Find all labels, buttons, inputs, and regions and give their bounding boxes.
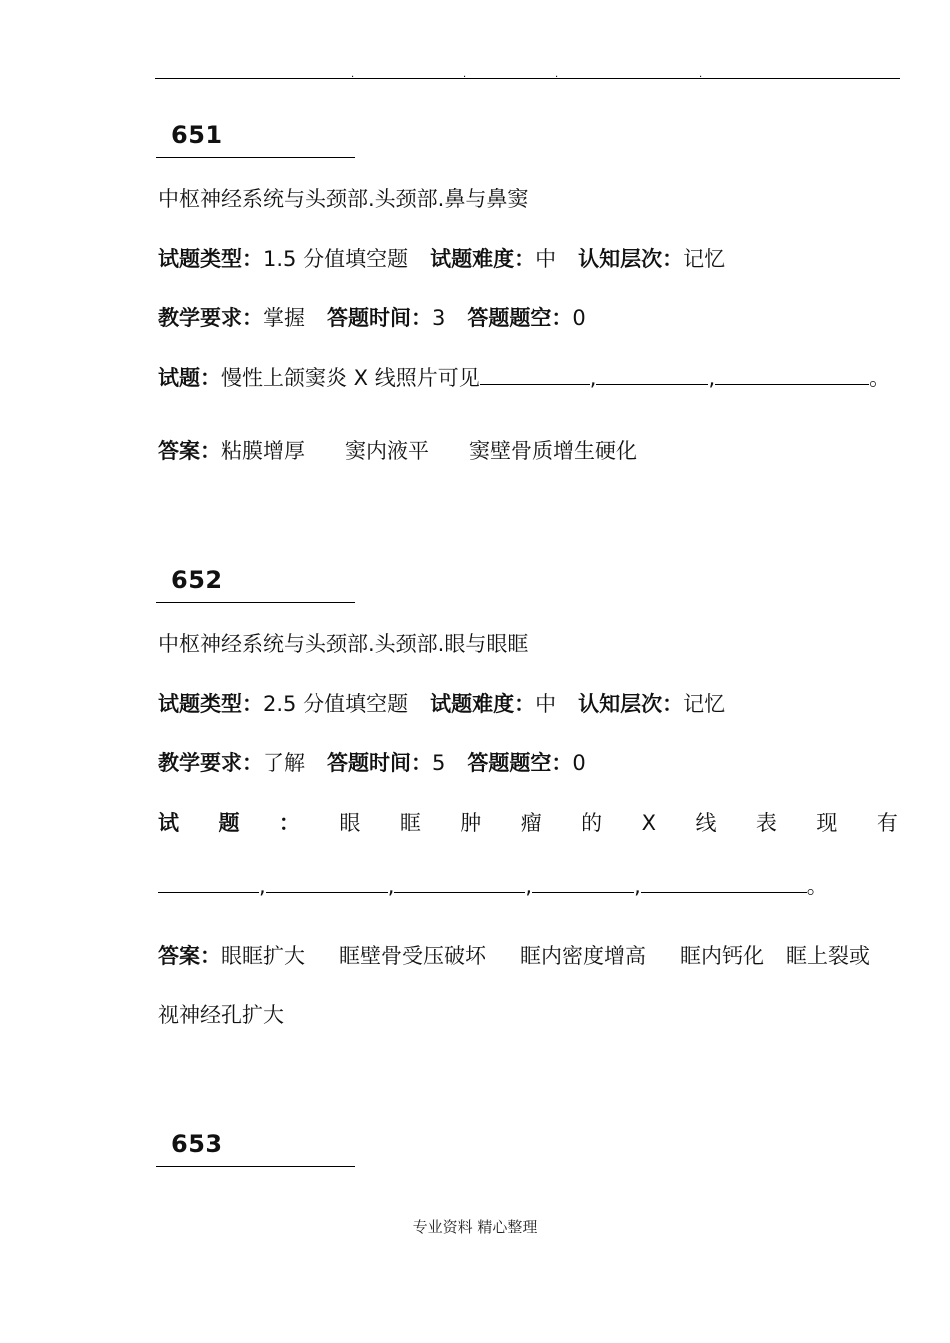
question-end: 。 <box>869 366 891 390</box>
answer-item: 窦壁骨质增生硬化 <box>469 439 637 463</box>
question-char: 的 <box>581 811 603 835</box>
header-dot: . <box>699 69 703 80</box>
type-label: 试题类型： <box>158 247 263 271</box>
question-number: 651 <box>171 121 223 149</box>
header-rule <box>155 78 900 79</box>
question-number-rule <box>156 602 355 603</box>
type-value: 2.5 分值填空题 <box>263 692 409 716</box>
answer-item: 眶上裂或 <box>786 944 870 968</box>
question-number-rule <box>156 157 355 158</box>
time-label: 答题时间： <box>327 306 432 330</box>
cognitive-value: 记忆 <box>683 247 726 271</box>
answer-blank <box>641 874 807 893</box>
question-category: 中枢神经系统与头颈部.头颈部.眼与眼眶 <box>158 632 529 656</box>
cognitive-label: 认知层次： <box>578 692 684 716</box>
difficulty-value: 中 <box>535 692 557 716</box>
answer-item: 眼眶扩大 <box>221 944 305 968</box>
answer-item: 眶内密度增高 <box>520 944 646 968</box>
teaching-value: 了解 <box>263 751 305 775</box>
question-label-char: ： <box>278 811 300 835</box>
question-label: 试题： <box>158 366 221 390</box>
difficulty-label: 试题难度： <box>430 247 536 271</box>
answer-blank <box>596 366 708 385</box>
question-char: 眶 <box>399 811 421 835</box>
meta-row-1 <box>158 691 725 717</box>
meta-row-2 <box>158 305 586 331</box>
blanks-label: 答题题空： <box>467 306 573 330</box>
question-char: 表 <box>755 811 777 835</box>
question-text-row: 试题：慢性上颌窦炎 X 线照片可见 , , 。 <box>158 366 891 390</box>
question-label-char: 题 <box>218 811 240 835</box>
difficulty-label: 试题难度： <box>430 692 536 716</box>
question-text: 慢性上颌窦炎 X 线照片可见 <box>221 366 480 390</box>
answer-label: 答案： <box>158 439 221 463</box>
answer-item: 眶内钙化 <box>680 944 764 968</box>
answer-continuation: 视神经孔扩大 <box>158 1003 284 1027</box>
question-category: 中枢神经系统与头颈部.头颈部.鼻与鼻窦 <box>158 187 529 211</box>
header-dot: . <box>463 69 467 80</box>
blanks-value: 0 <box>572 751 586 775</box>
question-end: 。 <box>806 874 828 898</box>
cognitive-label: 认知层次： <box>578 247 684 271</box>
question-char: 线 <box>695 811 717 835</box>
blanks-value: 0 <box>572 306 586 330</box>
answer-row <box>158 943 870 969</box>
time-value: 3 <box>432 306 446 330</box>
type-value: 1.5 分值填空题 <box>263 247 409 271</box>
answer-blank <box>266 874 388 893</box>
answer-blanks-row: , , , , 。 <box>158 873 828 899</box>
answer-item: 眶壁骨受压破坏 <box>339 944 486 968</box>
meta-row-2 <box>158 750 586 776</box>
question-char: 眼 <box>339 811 361 835</box>
meta-row-1 <box>158 246 725 272</box>
header-dot: . <box>555 69 559 80</box>
answer-item: 粘膜增厚 <box>221 439 305 463</box>
blanks-label: 答题题空： <box>467 751 573 775</box>
answer-label: 答案： <box>158 944 221 968</box>
question-char: 肿 <box>460 811 482 835</box>
type-label: 试题类型： <box>158 692 263 716</box>
question-number: 653 <box>171 1130 223 1158</box>
question-label-char: 试 <box>158 811 179 835</box>
answer-blank <box>480 366 590 385</box>
question-char: 有 <box>876 811 898 835</box>
answer-item: 窦内液平 <box>345 439 429 463</box>
question-number-rule <box>156 1166 355 1167</box>
question-char: 现 <box>816 811 838 835</box>
time-value: 5 <box>432 751 446 775</box>
difficulty-value: 中 <box>535 247 557 271</box>
teaching-label: 教学要求： <box>158 751 263 775</box>
answer-row <box>158 438 637 464</box>
answer-blank <box>715 366 869 385</box>
question-char: 瘤 <box>520 811 542 835</box>
answer-blank <box>394 874 525 893</box>
time-label: 答题时间： <box>327 751 432 775</box>
question-char: X <box>641 811 657 835</box>
question-text-row <box>158 810 898 836</box>
teaching-label: 教学要求： <box>158 306 263 330</box>
question-number: 652 <box>171 566 223 594</box>
answer-blank <box>158 874 259 893</box>
cognitive-value: 记忆 <box>683 692 726 716</box>
page-footer: 专业资料 精心整理 <box>412 1218 538 1236</box>
teaching-value: 掌握 <box>263 306 305 330</box>
header-dot: . <box>351 69 355 80</box>
answer-blank <box>532 874 634 893</box>
